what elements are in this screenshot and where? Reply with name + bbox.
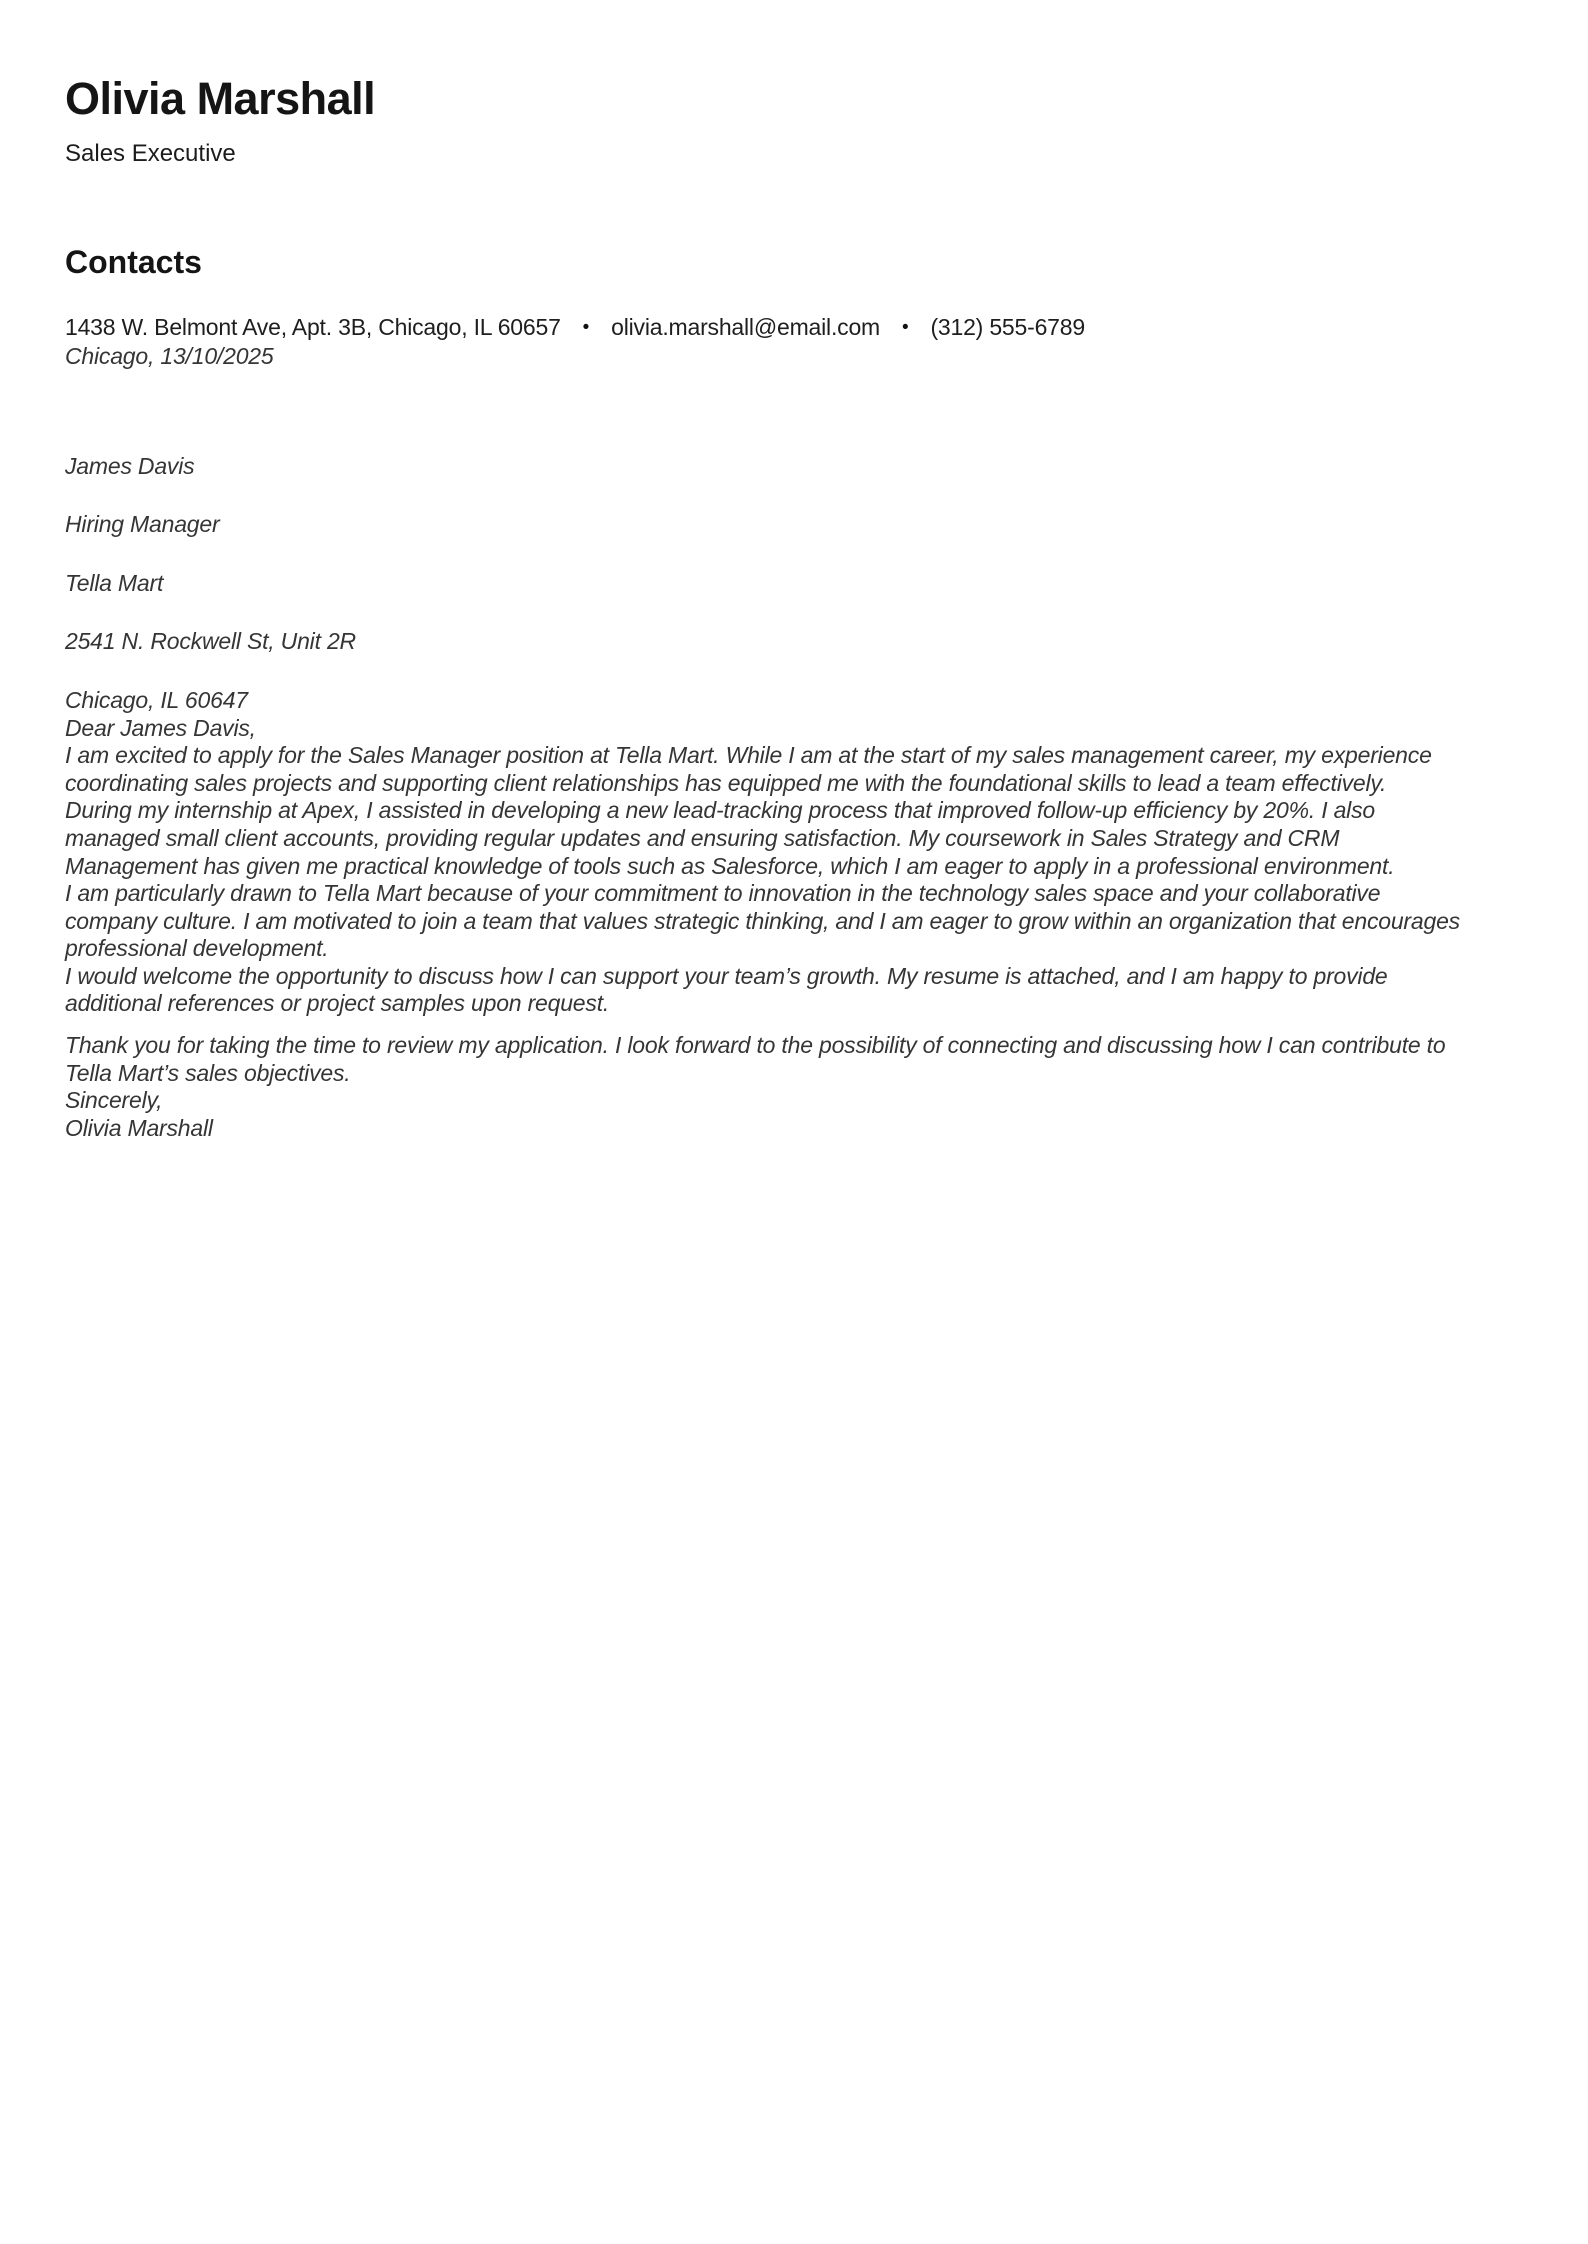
body-paragraph: I am excited to apply for the Sales Manager position at Tella Mart. While I am at the start of my sales management career, my experience coordinating sales projects and supporting client relationships has equipped me with the foundational skills to lead a team effectively.: [65, 742, 1432, 796]
contact-address: 1438 W. Belmont Ave, Apt. 3B, Chicago, IL 60657: [65, 314, 561, 341]
candidate-job-title: Sales Executive: [65, 139, 236, 167]
signature-name: Olivia Marshall: [65, 1114, 213, 1141]
recipient-company: Tella Mart: [65, 569, 164, 596]
contacts-section-heading: Contacts: [65, 244, 202, 281]
contact-email: olivia.marshall@email.com: [611, 314, 880, 341]
recipient-street: 2541 N. Rockwell St, Unit 2R: [65, 628, 356, 655]
recipient-block: [65, 453, 1523, 715]
closing-line: Sincerely,: [65, 1087, 163, 1114]
body-paragraph: I am particularly drawn to Tella Mart because of your commitment to innovation in the technology sales space and your collaborative company culture. I am motivated to join a team that values strategic thinking, and I am eager to grow within an organization that encourages professional development.: [65, 880, 1460, 962]
bullet-separator-icon: •: [902, 317, 909, 339]
letter-date-line: Chicago, 13/10/2025: [65, 342, 274, 369]
body-paragraph: During my internship at Apex, I assisted in developing a new lead-tracking process that improved follow-up efficiency by 20%. I also managed small client accounts, providing regular updates and ensuring satisfaction. My coursework in Sales Strategy and CRM Management has given me practical knowledge of tools such as Salesforce, which I am eager to apply in a professional environment.: [65, 797, 1395, 879]
recipient-city: Chicago, IL 60647: [65, 686, 248, 713]
recipient-name: James Davis: [65, 452, 195, 479]
contact-info-line: [65, 313, 1523, 343]
recipient-title: Hiring Manager: [65, 511, 220, 538]
body-paragraph: I would welcome the opportunity to discuss how I can support your team’s growth. My resume is attached, and I am happy to provide additional references or project samples upon request.: [65, 962, 1388, 1017]
bullet-separator-icon: •: [582, 317, 590, 339]
contact-phone: (312) 555-6789: [930, 314, 1085, 341]
candidate-name: Olivia Marshall: [65, 73, 376, 124]
letter-body: [65, 343, 1523, 1142]
salutation: Dear James Davis,: [65, 714, 256, 741]
body-paragraph: Thank you for taking the time to review my application. I look forward to the possibility of connecting and discussing how I can contribute to Tella Mart’s sales objectives.: [65, 1032, 1446, 1086]
